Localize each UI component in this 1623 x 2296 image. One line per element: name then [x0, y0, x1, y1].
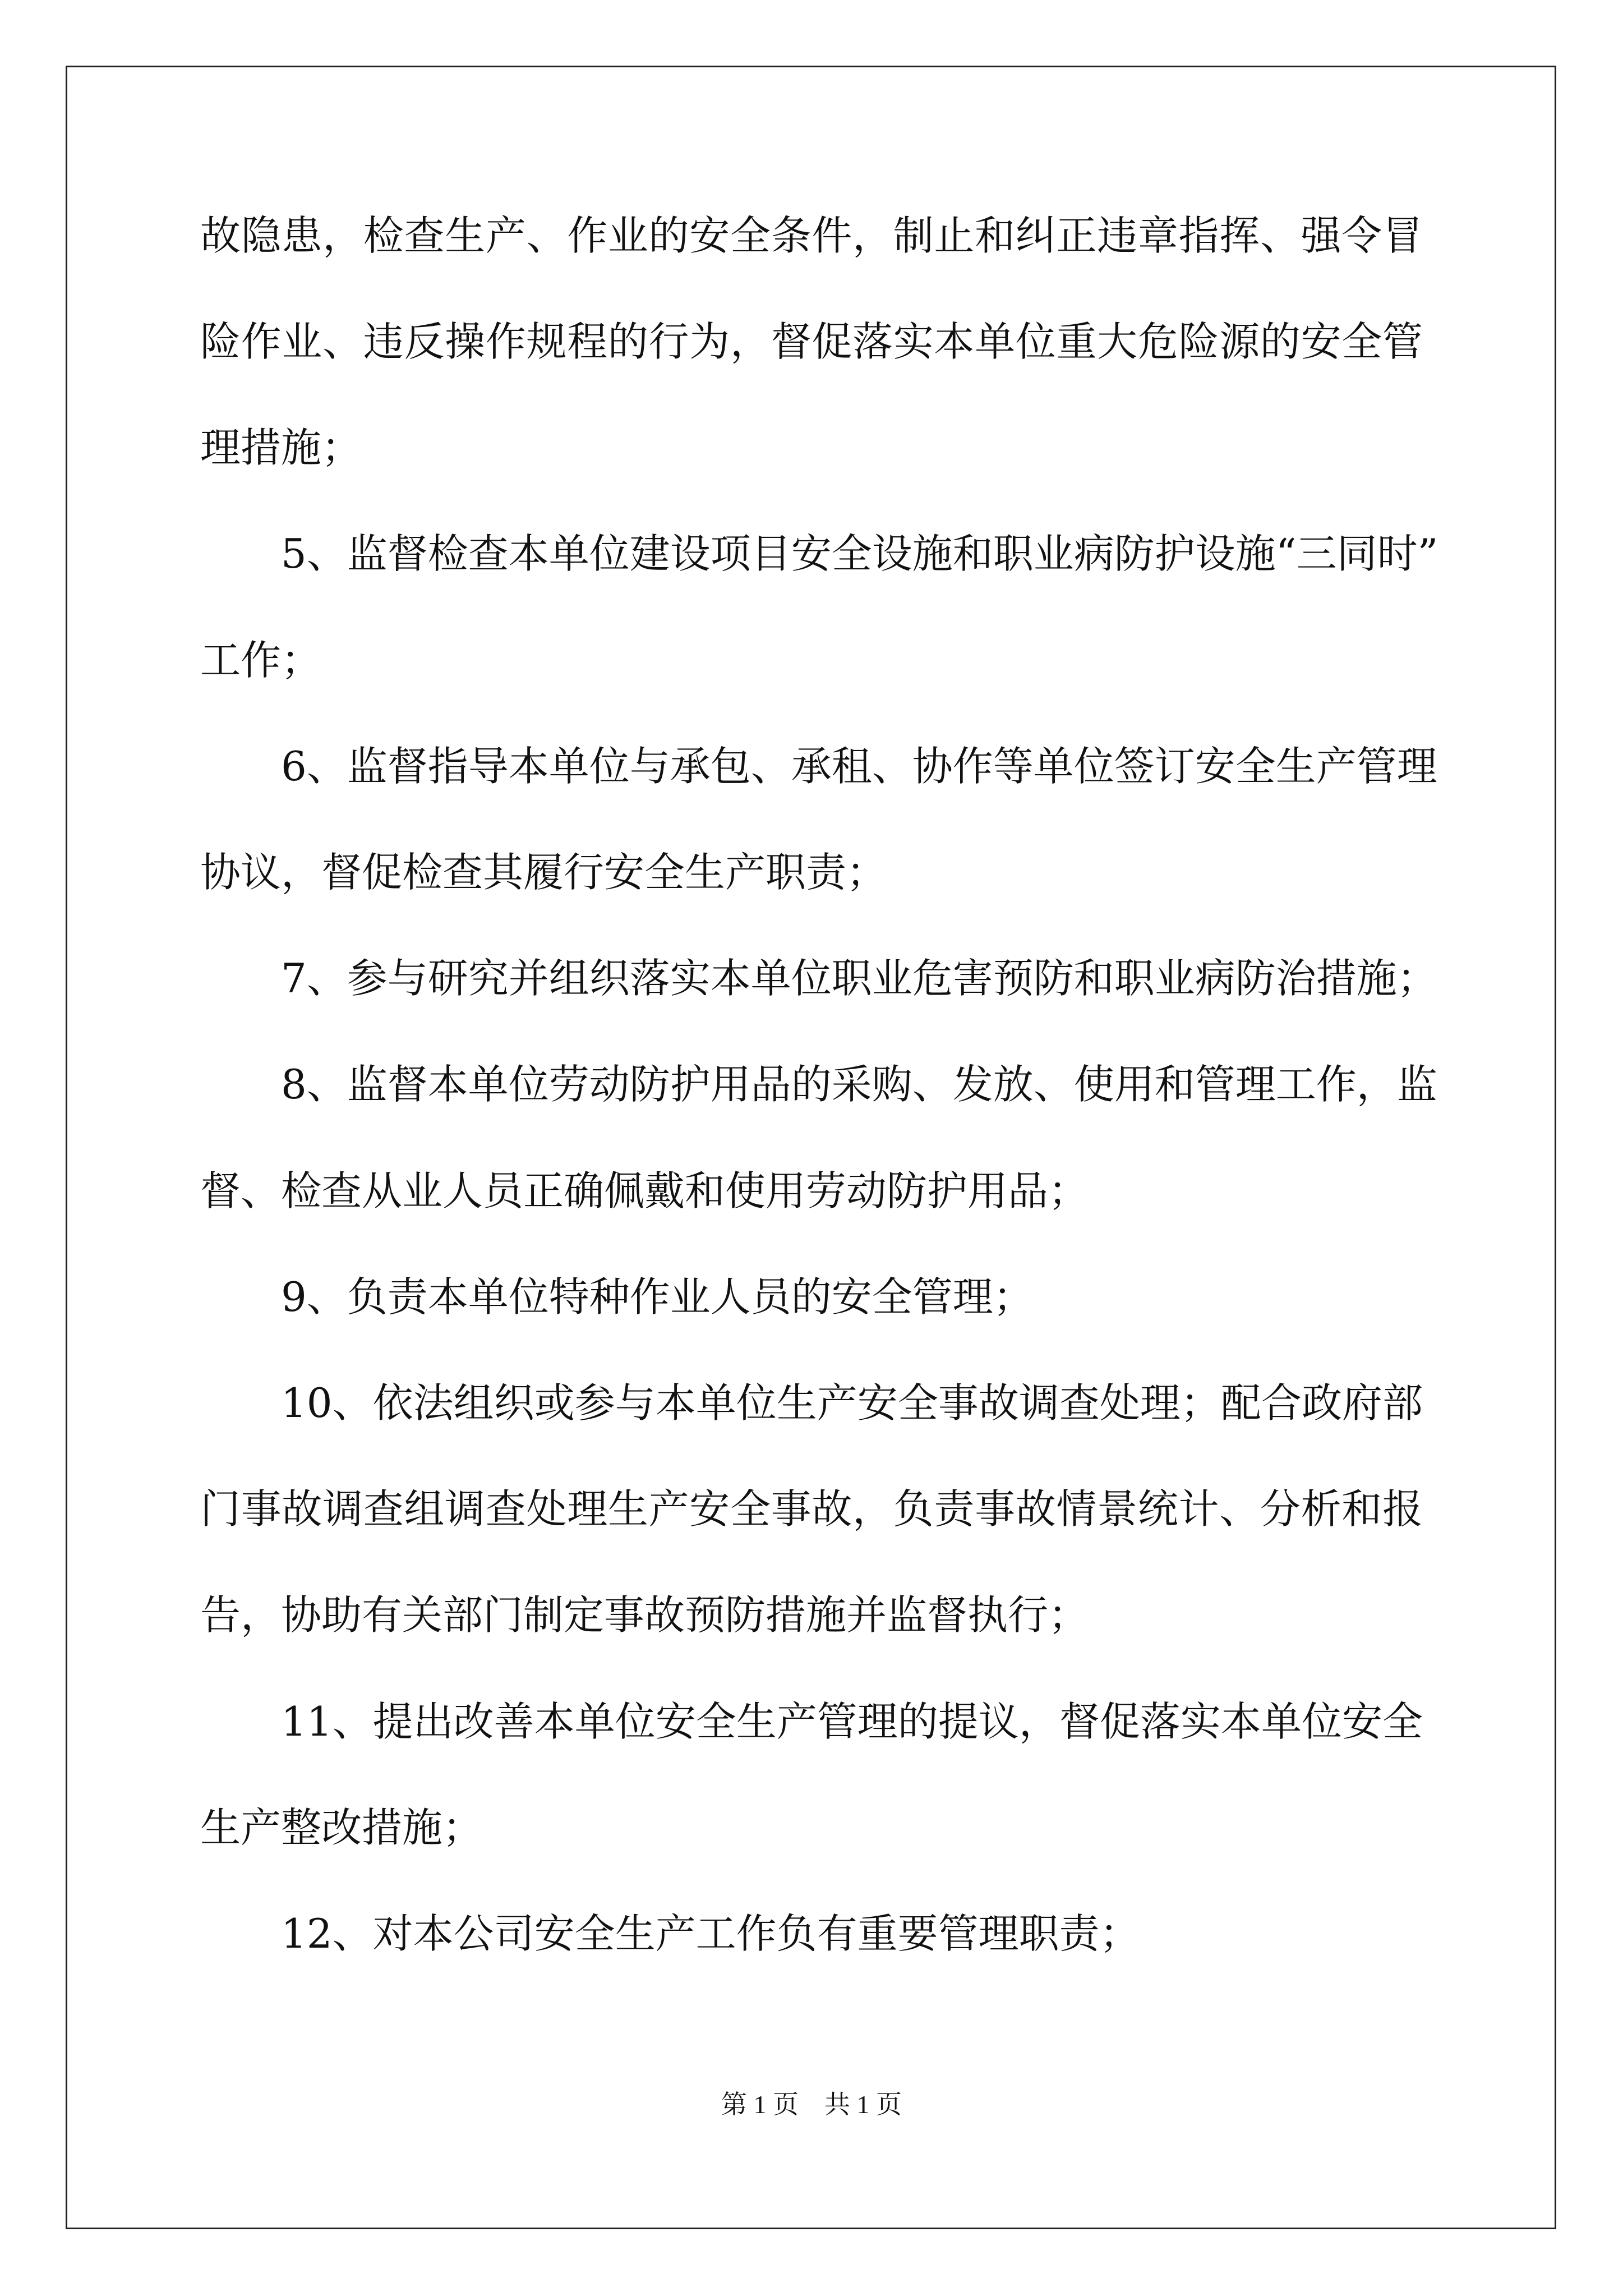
text-line: 告，协助有关部门制定事故预防措施并监督执行； — [200, 1591, 1089, 1639]
text-line: 8、监督本单位劳动防护用品的采购、发放、使用和管理工作，监 — [281, 1061, 1437, 1108]
text-line: 门事故调查组调查处理生产安全事故，负责事故情景统计、分析和报 — [200, 1485, 1423, 1533]
text-line: 11、提出改善本单位安全生产管理的提议，督促落实本单位安全 — [281, 1698, 1423, 1745]
text-line: 9、负责本单位特种作业人员的安全管理； — [281, 1273, 1034, 1320]
page-border — [66, 66, 1556, 2229]
text-line: 6、监督指导本单位与承包、承租、协作等单位签订安全生产管理 — [281, 743, 1437, 790]
text-line: 生产整改措施； — [200, 1804, 483, 1851]
text-line: 督、检查从业人员正确佩戴和使用劳动防护用品； — [200, 1167, 1089, 1214]
text-line: 险作业、违反操作规程的行为，督促落实本单位重大危险源的安全管 — [200, 318, 1423, 365]
text-line: 理措施； — [200, 424, 362, 471]
text-line: 7、参与研究并组织落实本单位职业危害预防和职业病防治措施； — [281, 955, 1437, 1002]
text-line: 协议，督促检查其履行安全生产职责； — [200, 849, 887, 896]
text-line: 工作； — [200, 637, 322, 684]
page-number-footer: 第 1 页 共 1 页 — [721, 2090, 902, 2119]
text-line: 5、监督检查本单位建设项目安全设施和职业病防护设施“三同时” — [281, 530, 1438, 577]
text-line: 12、对本公司安全生产工作负有重要管理职责； — [281, 1910, 1140, 1957]
text-line: 故隐患，检查生产、作业的安全条件，制止和纠正违章指挥、强令冒 — [200, 212, 1423, 259]
text-line: 10、依法组织或参与本单位生产安全事故调查处理；配合政府部 — [281, 1379, 1423, 1427]
